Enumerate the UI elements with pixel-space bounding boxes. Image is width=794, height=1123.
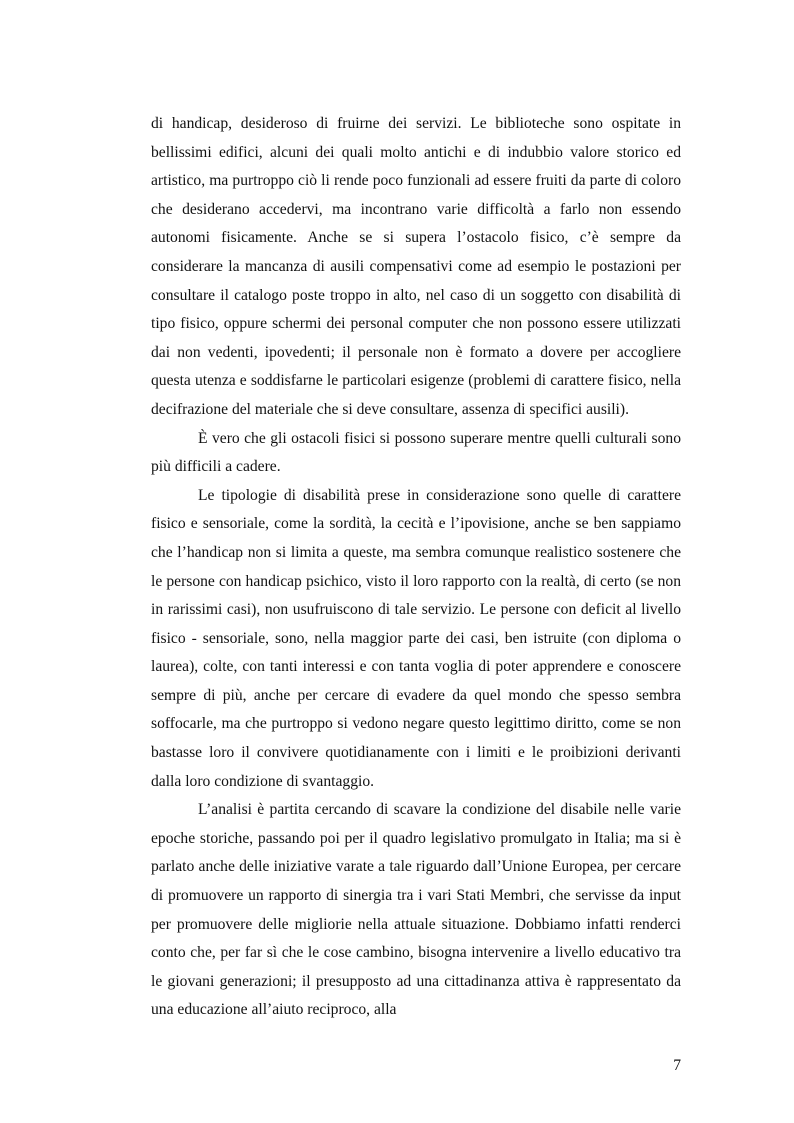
paragraph-disability-types: Le tipologie di disabilità prese in considerazione sono quelle di carattere fisico e sensoriale, come la sordità, la cecità e l’ipovisione, anche se ben sappiamo che l’handicap non si limita a queste, ma sembra comunque realistico sostenere che le persone con handicap psichico, visto il loro rapporto con la realtà, di certo (se non in rarissimi casi), non usufruiscono di tale servizio. Le persone con deficit al livello fisico - sensoriale, sono, nella maggior parte dei casi, ben istruite (con diploma o laurea), colte, con tanti interessi e con tanta voglia di poter apprendere e conoscere sempre di più, anche per cercare di evadere da quel mondo che spesso sembra soffocarle, ma che purtroppo si vedono negare questo legittimo diritto, come se non bastasse loro il convivere quotidianamente con i limiti e le proibizioni derivanti dalla loro condizione di svantaggio. (151, 486, 681, 790)
page-number: 7 (673, 1057, 681, 1074)
body-text (151, 110, 681, 1025)
paragraph-analysis: L’analisi è partita cercando di scavare la condizione del disabile nelle varie epoche storiche, passando poi per il quadro legislativo promulgato in Italia; ma si è parlato anche delle iniziative varate a tale riguardo dall’Unione Europea, per cercare di promuovere un rapporto di sinergia tra i vari Stati Membri, che servisse da input per promuovere delle migliorie nella attuale situazione. Dobbiamo infatti renderci conto che, per far sì che le cose cambino, bisogna intervenire a livello educativo tra le giovani generazioni; il presupposto ad una cittadinanza attiva è rappresentato da una educazione all’aiuto reciproco, alla (151, 801, 681, 1019)
paragraph-continuation: di handicap, desideroso di fruirne dei servizi. Le biblioteche sono ospitate in bellissimi edifici, alcuni dei quali molto antichi e di indubbio valore storico ed artistico, ma purtroppo ciò li rende poco funzionali ad essere fruiti da parte di coloro che desiderano accedervi, ma incontrano varie difficoltà a farlo non essendo autonomi fisicamente. Anche se si supera l’ostacolo fisico, c’è sempre da considerare la mancanza di ausili compensativi come ad esempio le postazioni per consultare il catalogo poste troppo in alto, nel caso di un soggetto con disabilità di tipo fisico, oppure schermi dei personal computer che non possono essere utilizzati dai non vedenti, ipovedenti; il personale non è formato a dovere per accogliere questa utenza e soddisfarne le particolari esigenze (problemi di carattere fisico, nella decifrazione del materiale che si deve consultare, assenza di specifici ausili). (151, 115, 681, 418)
paragraph-physical-obstacles: È vero che gli ostacoli fisici si possono superare mentre quelli culturali sono più difficili a cadere. (151, 429, 681, 476)
